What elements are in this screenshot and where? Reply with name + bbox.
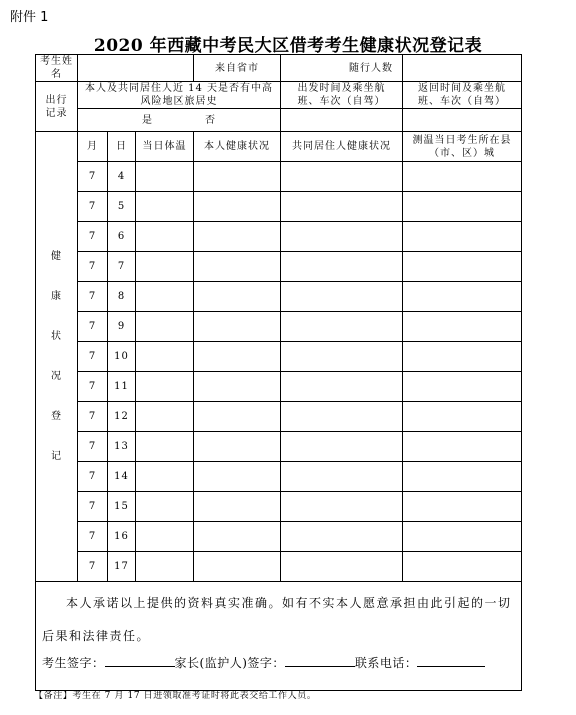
cohabitant-health-cell[interactable]	[281, 342, 403, 372]
student-name-label: 考生姓名	[36, 55, 78, 82]
travel-section-char: 出行	[45, 94, 68, 106]
self-health-cell[interactable]	[194, 402, 281, 432]
self-health-cell[interactable]	[194, 432, 281, 462]
cohabitant-health-cell[interactable]	[281, 252, 403, 282]
location-cell[interactable]	[403, 462, 522, 492]
cohabitant-health-cell[interactable]	[281, 282, 403, 312]
table-row	[36, 342, 522, 372]
form-title: 2020 年西藏中考民大区借考考生健康状况登记表	[93, 36, 483, 56]
day-cell: 13	[108, 432, 136, 462]
self-health-cell[interactable]	[194, 492, 281, 522]
day-cell: 6	[108, 222, 136, 252]
cohabitant-health-cell[interactable]	[281, 222, 403, 252]
day-cell: 12	[108, 402, 136, 432]
temperature-cell[interactable]	[136, 432, 194, 462]
cohabitant-health-cell[interactable]	[281, 402, 403, 432]
health-registration-form	[35, 54, 522, 691]
health-section-char: 况	[51, 371, 62, 382]
health-section-char: 康	[51, 291, 62, 302]
temperature-cell[interactable]	[136, 252, 194, 282]
self-health-cell[interactable]	[194, 342, 281, 372]
self-health-cell[interactable]	[194, 552, 281, 582]
table-row	[36, 252, 522, 282]
travel-answer-row	[36, 109, 522, 132]
day-cell: 14	[108, 462, 136, 492]
cohabitant-health-cell[interactable]	[281, 552, 403, 582]
table-row	[36, 402, 522, 432]
month-header: 月	[78, 132, 108, 162]
cohabitant-health-cell[interactable]	[281, 312, 403, 342]
self-health-cell[interactable]	[194, 312, 281, 342]
phone-label: 联系电话：	[354, 656, 418, 670]
attachment-label: 附件 1	[10, 10, 49, 25]
location-cell[interactable]	[403, 252, 522, 282]
health-header-row	[36, 132, 522, 162]
cohabitant-health-cell[interactable]	[281, 462, 403, 492]
location-cell[interactable]	[403, 342, 522, 372]
self-health-cell[interactable]	[194, 192, 281, 222]
companions-cell[interactable]	[349, 55, 522, 82]
month-cell: 7	[78, 342, 108, 372]
temperature-cell[interactable]	[136, 462, 194, 492]
month-cell: 7	[78, 552, 108, 582]
remark-note: 【备注】考生在 7 月 17 日进领取准考证时将此表交给工作人员。	[34, 691, 317, 701]
table-row	[36, 492, 522, 522]
table-row	[36, 162, 522, 192]
temperature-cell[interactable]	[136, 342, 194, 372]
self-health-cell[interactable]	[194, 162, 281, 192]
temperature-cell[interactable]	[136, 162, 194, 192]
temperature-cell[interactable]	[136, 222, 194, 252]
header-row	[36, 55, 522, 82]
location-cell[interactable]	[403, 492, 522, 522]
day-cell: 5	[108, 192, 136, 222]
risk-area-question: 本人及共同居住人近 14 天是否有中高风险地区旅居史	[78, 82, 281, 109]
temperature-cell[interactable]	[136, 552, 194, 582]
yes-option[interactable]: 是	[142, 114, 153, 126]
month-cell: 7	[78, 312, 108, 342]
location-cell[interactable]	[403, 222, 522, 252]
month-cell: 7	[78, 402, 108, 432]
location-cell[interactable]	[403, 522, 522, 552]
student-signature-label: 考生签字：	[42, 656, 105, 670]
day-cell: 8	[108, 282, 136, 312]
self-health-cell[interactable]	[194, 252, 281, 282]
self-health-cell[interactable]	[194, 462, 281, 492]
health-section-char: 登	[51, 411, 62, 422]
cohabitant-health-cell[interactable]	[281, 432, 403, 462]
health-section-char: 记	[51, 451, 62, 462]
day-cell: 11	[108, 372, 136, 402]
signature-line	[36, 654, 521, 670]
table-row	[36, 312, 522, 342]
cohabitant-health-cell[interactable]	[281, 162, 403, 192]
cohabitant-health-cell[interactable]	[281, 522, 403, 552]
travel-section-label	[36, 82, 78, 132]
month-cell: 7	[78, 282, 108, 312]
day-cell: 17	[108, 552, 136, 582]
table-row	[36, 372, 522, 402]
temperature-header: 当日体温	[136, 132, 194, 162]
month-cell: 7	[78, 522, 108, 552]
month-cell: 7	[78, 372, 108, 402]
risk-area-answer[interactable]	[78, 109, 281, 132]
from-province-label: 来自省市	[194, 55, 281, 82]
day-cell: 16	[108, 522, 136, 552]
temperature-cell[interactable]	[136, 192, 194, 222]
month-cell: 7	[78, 192, 108, 222]
self-health-header: 本人健康状况	[194, 132, 281, 162]
pledge-row	[36, 582, 522, 691]
travel-question-row	[36, 82, 522, 109]
temperature-cell[interactable]	[136, 522, 194, 552]
pledge-section	[36, 582, 522, 691]
day-cell: 15	[108, 492, 136, 522]
student-name-field[interactable]	[78, 55, 194, 82]
location-cell[interactable]	[403, 432, 522, 462]
table-row	[36, 282, 522, 312]
travel-section-char: 记录	[45, 107, 68, 119]
temperature-cell[interactable]	[136, 282, 194, 312]
companions-label: 随行人数	[349, 62, 394, 74]
month-cell: 7	[78, 162, 108, 192]
pledge-text: 本人承诺以上提供的资料真实准确。如有不实本人愿意承担由此引起的一切后果和法律责任。	[42, 596, 512, 643]
self-health-cell[interactable]	[194, 282, 281, 312]
table-row	[36, 432, 522, 462]
departure-question: 出发时间及乘坐航班、车次（自驾）	[281, 82, 403, 109]
cohabitant-health-header: 共同居住人健康状况	[281, 132, 403, 162]
location-cell[interactable]	[403, 282, 522, 312]
month-cell: 7	[78, 462, 108, 492]
return-question: 返回时间及乘坐航班、车次（自驾）	[403, 82, 522, 109]
return-answer[interactable]	[403, 109, 522, 132]
temperature-cell[interactable]	[136, 492, 194, 522]
location-cell[interactable]	[403, 372, 522, 402]
health-section-label	[36, 132, 78, 582]
self-health-cell[interactable]	[194, 522, 281, 552]
cohabitant-health-cell[interactable]	[281, 492, 403, 522]
table-row	[36, 552, 522, 582]
month-cell: 7	[78, 492, 108, 522]
day-cell: 9	[108, 312, 136, 342]
guardian-signature-label: 家长(监护人)签字：	[174, 656, 285, 670]
cohabitant-health-cell[interactable]	[281, 372, 403, 402]
day-cell: 4	[108, 162, 136, 192]
table-row	[36, 192, 522, 222]
table-row	[36, 222, 522, 252]
departure-answer[interactable]	[281, 109, 403, 132]
day-cell: 7	[108, 252, 136, 282]
month-cell: 7	[78, 432, 108, 462]
health-section-char: 健	[51, 251, 62, 262]
student-signature-field[interactable]	[105, 654, 175, 667]
no-option[interactable]: 否	[205, 114, 216, 126]
location-header: 测温当日考生所在县（市、区）城	[403, 132, 522, 162]
phone-field[interactable]	[417, 654, 485, 667]
table-row	[36, 522, 522, 552]
temperature-cell[interactable]	[136, 402, 194, 432]
guardian-signature-field[interactable]	[285, 654, 355, 667]
location-cell[interactable]	[403, 312, 522, 342]
temperature-cell[interactable]	[136, 312, 194, 342]
temperature-cell[interactable]	[136, 372, 194, 402]
month-cell: 7	[78, 252, 108, 282]
day-header: 日	[108, 132, 136, 162]
day-cell: 10	[108, 342, 136, 372]
health-section-char: 状	[51, 331, 62, 342]
self-health-cell[interactable]	[194, 372, 281, 402]
location-cell[interactable]	[403, 402, 522, 432]
self-health-cell[interactable]	[194, 222, 281, 252]
location-cell[interactable]	[403, 162, 522, 192]
month-cell: 7	[78, 222, 108, 252]
location-cell[interactable]	[403, 192, 522, 222]
table-row	[36, 462, 522, 492]
location-cell[interactable]	[403, 552, 522, 582]
cohabitant-health-cell[interactable]	[281, 192, 403, 222]
